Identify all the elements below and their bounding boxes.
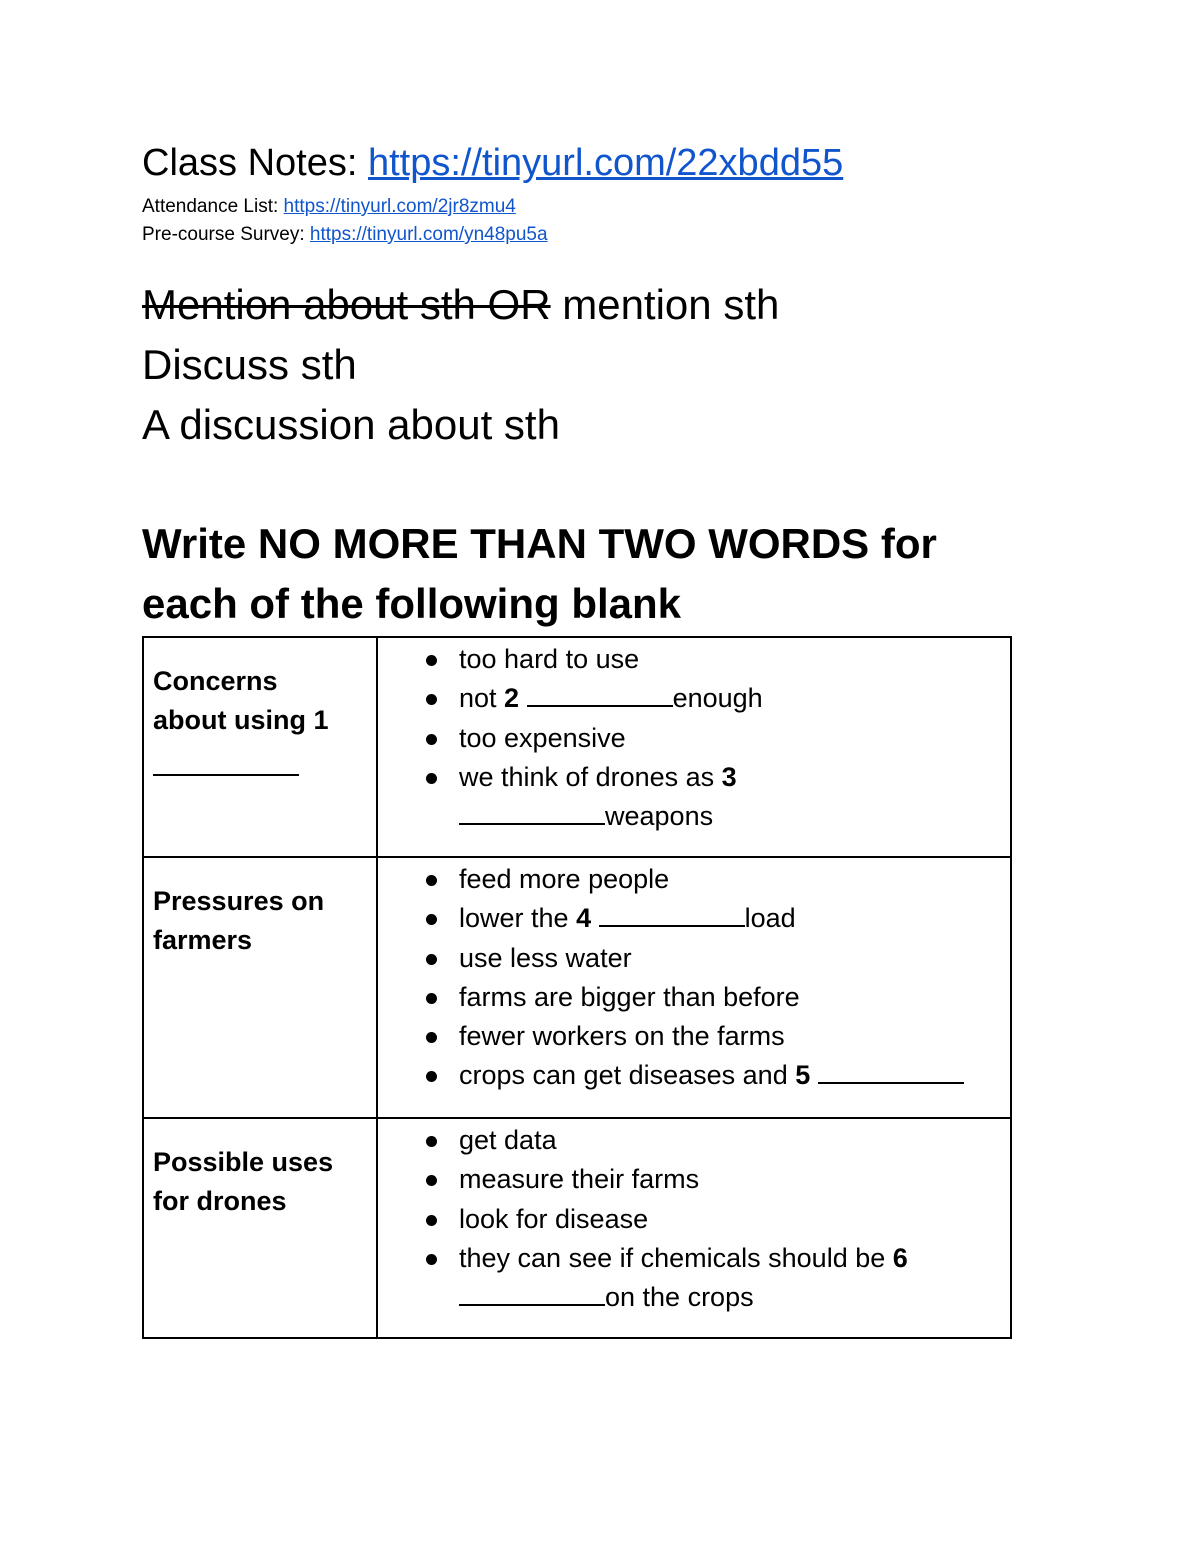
class-notes-label: Class Notes: <box>142 142 368 184</box>
survey-label: Pre-course Survey: <box>142 224 310 245</box>
table-row <box>143 857 1011 1118</box>
discussion-line: A discussion about sth <box>142 401 560 448</box>
table-row <box>143 1118 1011 1338</box>
list-item: lower the 4 load <box>459 899 1000 938</box>
list-item: crops can get diseases and 5 <box>459 1056 1000 1095</box>
blank-2 <box>527 679 673 707</box>
list-item: fewer workers on the farms <box>459 1017 1000 1056</box>
label-line: for drones <box>153 1186 287 1216</box>
bullet-list <box>378 1119 1010 1317</box>
list-item: not 2 enough <box>459 679 1000 718</box>
list-item: we think of drones as 3 <box>459 758 1000 797</box>
blank-6 <box>459 1278 605 1306</box>
row-label-concerns <box>143 637 377 857</box>
list-item: measure their farms <box>459 1160 1000 1199</box>
list-item: farms are bigger than before <box>459 978 1000 1017</box>
list-item-continuation: weapons <box>459 797 1000 836</box>
list-item: they can see if chemicals should be 6 <box>459 1239 1000 1278</box>
blank-1 <box>153 740 299 776</box>
discuss-line: Discuss sth <box>142 341 357 388</box>
notes-table <box>142 636 1012 1339</box>
list-item-continuation: on the crops <box>459 1278 1000 1317</box>
blank-3 <box>459 797 605 825</box>
mention-line <box>142 278 779 332</box>
class-notes-line <box>142 138 843 188</box>
bullet-list <box>378 858 1010 1096</box>
list-item: get data <box>459 1121 1000 1160</box>
list-item: too hard to use <box>459 640 1000 679</box>
list-item: too expensive <box>459 719 1000 758</box>
label-line: Pressures on <box>153 886 325 916</box>
table-row <box>143 637 1011 857</box>
row-label-uses <box>143 1118 377 1338</box>
row-list-pressures <box>377 857 1011 1118</box>
label-line: farmers <box>153 925 253 955</box>
list-item: feed more people <box>459 860 1000 899</box>
attendance-label: Attendance List: <box>142 196 284 217</box>
row-label-pressures <box>143 857 377 1118</box>
list-item: use less water <box>459 939 1000 978</box>
label-line: Concerns <box>153 666 278 696</box>
blank-5 <box>818 1056 964 1084</box>
attendance-line <box>142 194 516 220</box>
list-item: look for disease <box>459 1200 1000 1239</box>
struck-text: Mention about sth OR <box>142 281 551 328</box>
label-line: Possible uses <box>153 1147 334 1177</box>
instruction-heading: Write NO MORE THAN TWO WORDS for each of the following blank <box>142 520 937 627</box>
blank-4 <box>599 899 745 927</box>
mention-text: mention sth <box>550 281 780 328</box>
survey-link[interactable]: https://tinyurl.com/yn48pu5a <box>309 224 548 245</box>
row-list-concerns <box>377 637 1011 857</box>
row-list-uses <box>377 1118 1011 1338</box>
attendance-link[interactable]: https://tinyurl.com/2jr8zmu4 <box>283 196 516 217</box>
bullet-list <box>378 638 1010 836</box>
label-line: about using 1 <box>153 705 329 735</box>
class-notes-link[interactable]: https://tinyurl.com/22xbdd55 <box>367 142 844 184</box>
survey-line <box>142 222 548 248</box>
